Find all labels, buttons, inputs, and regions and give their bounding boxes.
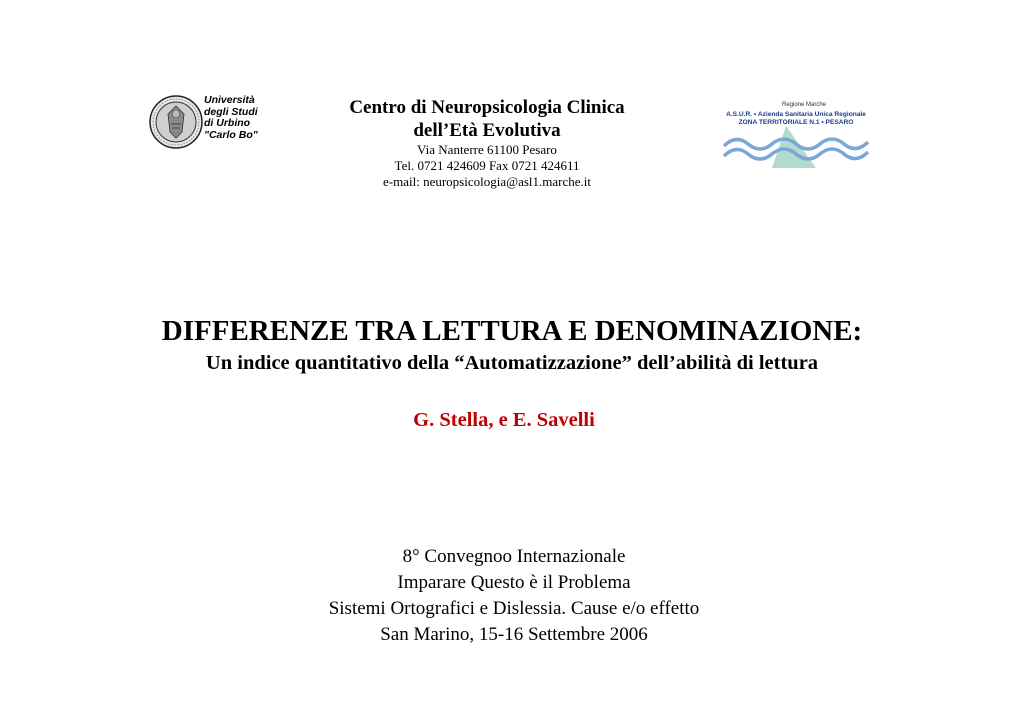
university-logo — [148, 92, 272, 154]
university-name-line: Università — [204, 94, 255, 106]
asur-name-line1: A.S.U.R. • Azienda Sanitaria Unica Regionale — [726, 111, 866, 118]
conference-info — [230, 544, 798, 648]
asur-name-line2: ZONA TERRITORIALE N.1 • PESARO — [738, 119, 854, 126]
university-name — [204, 95, 258, 141]
centre-email: e-mail: neuropsicologia@asl1.marche.it — [383, 174, 591, 189]
university-name-line: di Urbino — [204, 117, 251, 129]
asur-region-label: Regione Marche — [782, 102, 827, 108]
centre-subtitle: dell’Età Evolutiva — [413, 120, 561, 141]
university-seal-icon — [148, 94, 204, 150]
conference-place-date: San Marino, 15-16 Settembre 2006 — [380, 624, 648, 645]
document-title: DIFFERENZE TRA LETTURA E DENOMINAZIONE: — [161, 315, 863, 347]
conference-topic: Sistemi Ortografici e Dislessia. Cause e/o effetto — [328, 598, 700, 619]
centre-title: Centro di Neuropsicologia Clinica — [349, 97, 625, 118]
university-name-line: "Carlo Bo" — [204, 128, 258, 141]
centre-address: Via Nanterre 61100 Pesaro — [417, 142, 557, 157]
document-authors: G. Stella, e E. Savelli — [413, 409, 595, 431]
document-subtitle: Un indice quantitativo della “Automatizzazione” dell’abilità di lettura — [205, 352, 819, 374]
centre-phone: Tel. 0721 424609 Fax 0721 424611 — [394, 158, 580, 173]
conference-name: Imparare Questo è il Problema — [397, 572, 631, 593]
asur-logo — [720, 100, 872, 170]
conference-edition: 8° Convegnoo Internazionale — [402, 546, 626, 567]
asur-wave-icon — [720, 126, 872, 170]
centre-header — [300, 96, 674, 190]
university-name-line: degli Studi — [204, 105, 258, 118]
